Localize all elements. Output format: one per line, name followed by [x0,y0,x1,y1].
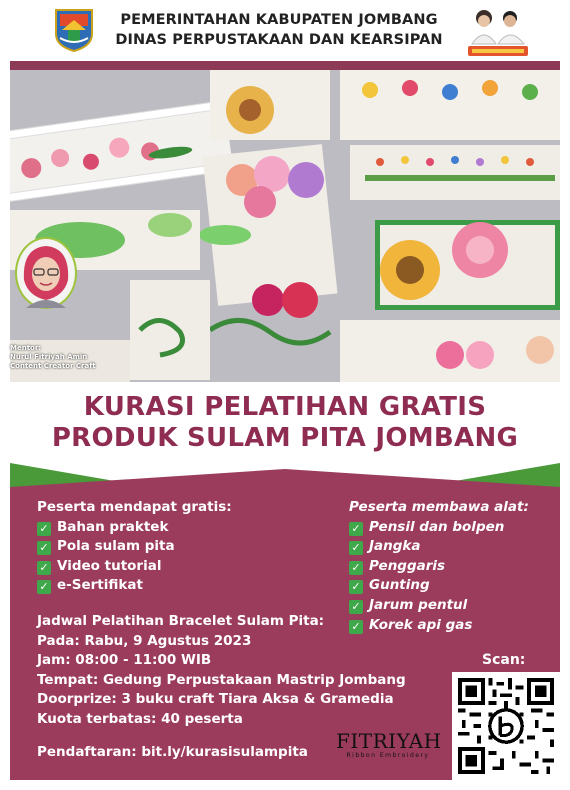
benefits-list [37,498,232,596]
mentor-title: Content Creator Craft [10,362,96,370]
event-title [0,392,570,454]
tool-item: ✓ Jangka [349,537,529,557]
check-icon: ✓ [349,600,363,614]
tool-item: ✓ Gunting [349,576,529,596]
benefit-item: ✓ Video tutorial [37,557,232,577]
scan-label: Scan: [482,652,526,668]
registration-link[interactable]: Pendaftaran: bit.ly/kurasisulampita [37,744,308,760]
green-wedge-decoration [10,463,560,489]
check-icon: ✓ [37,522,51,536]
schedule-date: Pada: Rabu, 9 Agustus 2023 [37,632,252,649]
title-line-1: KURASI PELATIHAN GRATIS [83,392,487,422]
header-line-1: PEMERINTAHAN KABUPATEN JOMBANG [120,12,438,28]
mentor-role-label: Mentor: [10,344,42,352]
regency-crest-icon [54,8,94,52]
qr-code[interactable] [452,672,560,780]
schedule-quota: Kuota terbatas: 40 peserta [37,710,243,727]
title-line-2: PRODUK SULAM PITA JOMBANG [51,423,519,453]
qr-code-icon [458,678,554,774]
mentor-name: Nurul Fitriyah Amin [10,353,88,361]
check-icon: ✓ [37,580,51,594]
officials-photo-icon [466,4,530,60]
check-icon: ✓ [349,522,363,536]
benefit-item: ✓ Pola sulam pita [37,537,232,557]
fitriyah-brand-logo [336,730,440,766]
schedule-block [37,612,406,730]
check-icon: ✓ [349,620,363,634]
mentor-caption [10,344,150,371]
header [0,0,570,62]
schedule-place: Tempat: Gedung Perpustakaan Mastrip Jombang [37,671,406,688]
schedule-time: Jam: 08:00 - 11:00 WIB [37,652,212,669]
tool-item: ✓ Pensil dan bolpen [349,518,529,538]
schedule-heading: Jadwal Pelatihan Bracelet Sulam Pita: [37,613,325,629]
benefit-item: ✓ Bahan praktek [37,518,232,538]
tool-item: ✓ Penggaris [349,557,529,577]
schedule-doorprize: Doorprize: 3 buku craft Tiara Aksa & Gramedia [37,691,394,708]
check-icon: ✓ [37,541,51,555]
check-icon: ✓ [37,561,51,575]
brand-name: FITRIYAH [336,729,442,753]
embroidery-photo-icon [10,70,560,382]
brand-tagline: Ribbon Embroidery [346,752,430,759]
mentor-avatar [14,236,78,310]
check-icon: ✓ [349,580,363,594]
check-icon: ✓ [349,561,363,575]
tools-heading: Peserta membawa alat: [349,499,529,515]
header-title [104,10,454,50]
tool-item: ✓ Jarum pentul [349,596,529,616]
benefit-item: ✓ e-Sertifikat [37,576,232,596]
check-icon: ✓ [349,541,363,555]
tool-item: ✓ Korek api gas [349,616,529,636]
ribbon-embroidery-photo [10,70,560,382]
header-line-2: DINAS PERPUSTAKAAN DAN KEARSIPAN [115,32,443,48]
benefits-heading: Peserta mendapat gratis: [37,499,232,515]
